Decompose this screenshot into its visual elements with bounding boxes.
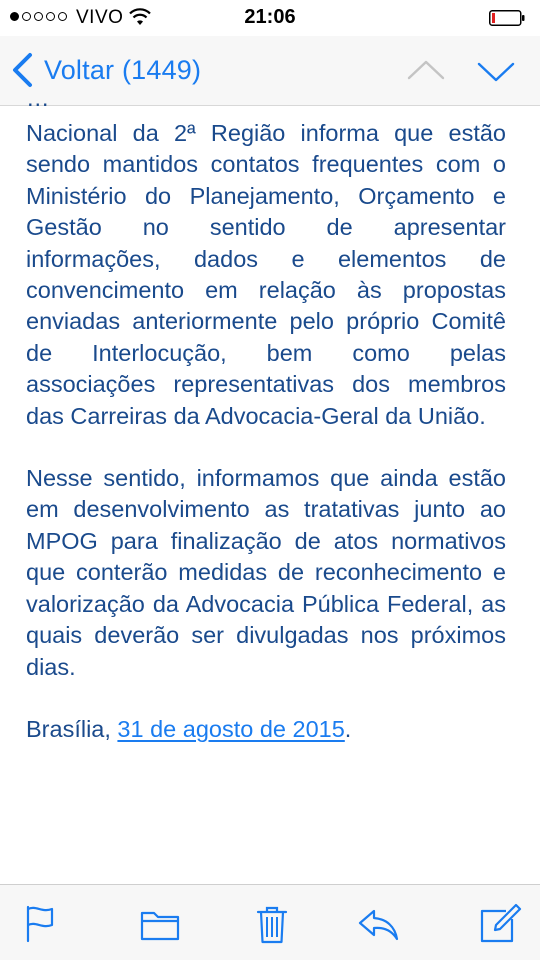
back-button-label: Voltar (1449) — [44, 54, 202, 85]
message-paragraph: Nacional da 2ª Região informa que estão sendo mantidos contatos frequentes com o Ministério do Planejamento, Orçamento e Gestão no sentido de apresentar informações, dados e elementos de convencimento em relação às propostas enviadas anteriormente pelo próprio Comitê de Interlocução, bem como pelas associações representativas dos membros das Carreiras da Advocacia-Geral da União. — [26, 120, 506, 429]
carrier-name: VIVO — [76, 7, 124, 28]
flag-icon[interactable] — [22, 903, 66, 945]
clipped-previous-line: … — [26, 84, 50, 111]
trash-icon[interactable] — [250, 903, 294, 945]
signoff-place: Brasília, — [26, 715, 118, 742]
message-paragraph: Nesse sentido, informamos que ainda estão em desenvolvimento as tratativas junto ao MPOG para finalização de atos normativos que conterão medidas de reconhecimento e valorização da Advocacia Pública Federal, as quais deverão ser divulgadas nos próximos dias. — [26, 465, 506, 680]
bottom-toolbar — [0, 884, 540, 960]
previous-message-chevron-up-icon[interactable] — [406, 56, 446, 86]
folder-icon[interactable] — [138, 903, 182, 945]
next-message-chevron-down-icon[interactable] — [476, 56, 516, 86]
status-clock: 21:06 — [244, 6, 296, 28]
reply-icon[interactable] — [356, 903, 400, 945]
date-link[interactable]: 31 de agosto de 2015 — [117, 715, 345, 742]
compose-icon[interactable] — [478, 903, 522, 945]
signoff-suffix: . — [344, 715, 352, 742]
message-body[interactable] — [26, 84, 506, 884]
navigation-bar — [0, 36, 540, 106]
message-signoff — [26, 714, 506, 745]
battery-icon — [489, 10, 525, 26]
status-bar — [0, 0, 540, 36]
